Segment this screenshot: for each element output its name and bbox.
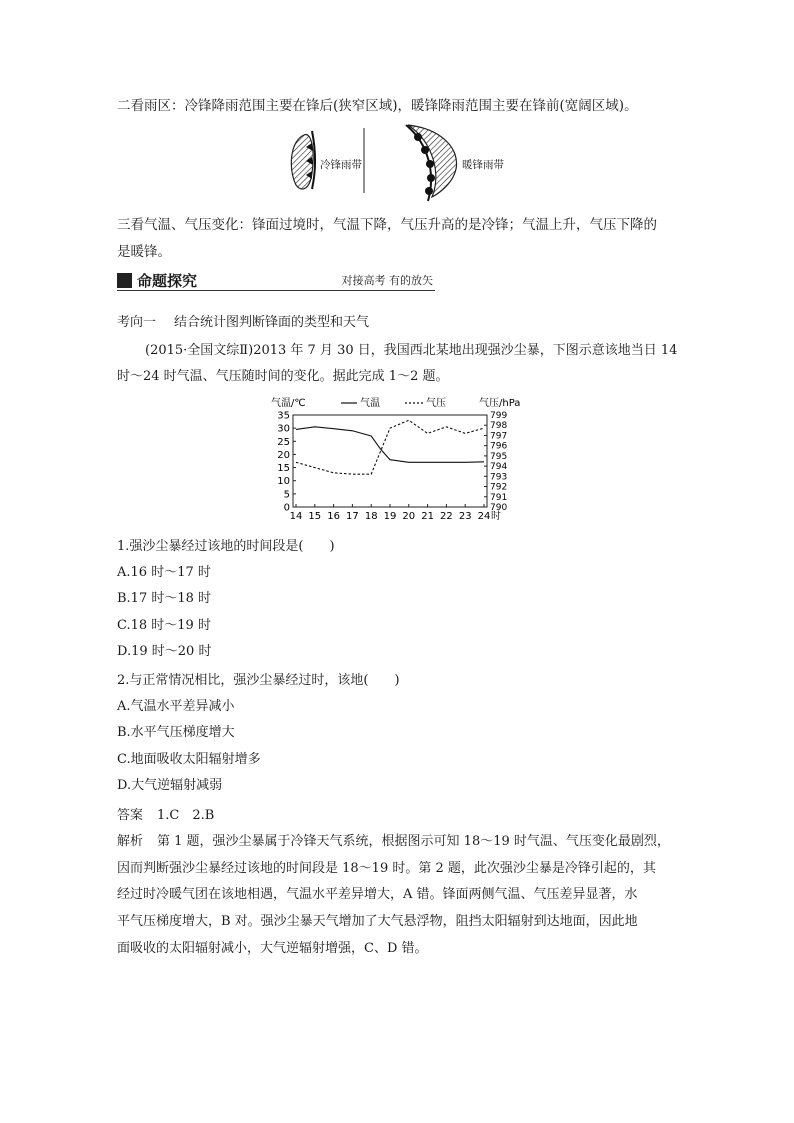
x-tick-label: 17 — [346, 511, 359, 522]
analysis-line-5: 面吸收的太阳辐射减小，大气逆辐射增强，C、D 错。 — [117, 941, 428, 956]
q1-option-d: D.19 时～20 时 — [117, 644, 212, 659]
y-left-tick-label: 35 — [277, 410, 290, 422]
analysis-label: 解析 — [117, 834, 144, 849]
q2-option-c: C.地面吸收太阳辐射增多 — [117, 752, 261, 767]
answer-label: 答案 — [117, 808, 144, 823]
y-right-tick-label: 796 — [490, 441, 508, 452]
q1-stem: 1.强沙尘暴经过该地的时间段是( ) — [117, 539, 335, 554]
cold-front-band — [291, 131, 315, 189]
q2-option-d: D.大气逆辐射减弱 — [117, 778, 223, 793]
answer-line — [117, 807, 214, 825]
chart-left-axis-label: 气温/℃ — [271, 398, 306, 409]
chart-grid — [293, 415, 487, 507]
y-left-tick-label: 5 — [283, 489, 290, 501]
chart-right-axis-label: 气压/hPa — [479, 398, 521, 409]
y-right-tick-label: 791 — [490, 492, 508, 503]
pressure-line — [296, 420, 484, 474]
warm-front-band — [406, 125, 457, 201]
analysis-line-1 — [117, 833, 670, 851]
q1-option-a: A.16 时～17 时 — [117, 565, 211, 580]
y-left-tick-label: 10 — [277, 476, 290, 488]
y-right-tick-label: 797 — [490, 431, 508, 442]
y-left-tick-label: 20 — [277, 449, 290, 461]
legend-pressure: 气压 — [426, 398, 446, 409]
analysis-text-1: 第 1 题，强沙尘暴属于冷锋天气系统，根据图示可知 18～19 时气温、气压变化最剧烈， — [157, 834, 670, 849]
x-tick-label: 21 — [421, 511, 434, 522]
temperature-pressure-chart — [265, 393, 530, 525]
direction-label: 考向一 — [117, 315, 157, 330]
analysis-line-4: 平气压梯度增大，B 对。强沙尘暴天气增加了大气悬浮物，阻挡太阳辐射到达地面，因此地 — [117, 914, 638, 929]
x-tick-label: 18 — [364, 511, 378, 522]
x-tick-label: 19 — [383, 511, 397, 522]
section-subtitle: 对接高考 有的放矢 — [341, 274, 433, 287]
y-left-tick-label: 25 — [277, 436, 290, 448]
direction-text: 结合统计图判断锋面的类型和天气 — [174, 315, 370, 330]
q2-option-a: A.气温水平差异减小 — [117, 699, 235, 714]
direction-heading — [117, 314, 369, 332]
section-square-icon — [117, 273, 132, 288]
q1-option-b: B.17 时～18 时 — [117, 591, 212, 606]
cold-front-label: 冷锋雨带 — [320, 159, 362, 171]
y-right-tick-label: 795 — [490, 451, 508, 462]
third-point-line-1: 三看气温、气压变化：锋面过境时，气温下降，气压升高的是冷锋；气温上升，气压下降的 — [117, 217, 657, 233]
chart-legend — [341, 397, 446, 409]
x-tick-label: 22 — [440, 511, 453, 522]
y-right-tick-label: 799 — [490, 411, 508, 421]
y-right-tick-label: 798 — [490, 421, 508, 432]
section-header — [117, 270, 435, 292]
answer-text: 1.C 2.B — [157, 808, 215, 823]
intro-line-1: 二看雨区：冷锋降雨范围主要在锋后(狭窄区域)，暖锋降雨范围主要在锋前(宽阔区域)。 — [117, 98, 638, 114]
y-left-tick-label: 30 — [277, 423, 290, 435]
front-rain-band-diagram — [282, 123, 512, 205]
x-tick-label: 14 — [289, 511, 303, 522]
analysis-line-3: 经过时冷暖气团在该地相遇，气温水平差异增大，A 错。锋面两侧气温、气压差异显著，水 — [117, 887, 638, 902]
y-left-tick-label: 15 — [277, 463, 290, 475]
x-tick-label: 23 — [458, 511, 472, 522]
question-intro-line-2: 时～24 时气温、气压随时间的变化。据此完成 1～2 题。 — [117, 369, 449, 384]
chart-plot-frame — [293, 415, 487, 507]
legend-temperature: 气温 — [360, 398, 380, 409]
warm-front-label: 暖锋雨带 — [462, 159, 504, 171]
y-right-tick-label: 793 — [490, 472, 508, 483]
x-tick-label: 24 — [477, 511, 491, 522]
chart-series — [296, 420, 484, 474]
q1-option-c: C.18 时～19 时 — [117, 618, 211, 633]
y-right-tick-label: 790 — [490, 503, 508, 513]
chart-x-axis-label: 时 — [491, 511, 501, 522]
temperature-line — [296, 427, 484, 462]
q2-option-b: B.水平气压梯度增大 — [117, 725, 235, 740]
x-tick-label: 15 — [308, 511, 322, 522]
y-right-tick-label: 792 — [490, 482, 508, 493]
section-title: 命题探究 — [137, 272, 198, 290]
x-tick-label: 16 — [327, 511, 340, 522]
section-rule — [117, 290, 435, 291]
y-left-tick-label: 0 — [283, 502, 290, 514]
y-right-tick-label: 794 — [490, 462, 508, 473]
q2-stem: 2.与正常情况相比，强沙尘暴经过时，该地( ) — [117, 673, 400, 688]
third-point-line-2: 是暖锋。 — [117, 244, 171, 260]
analysis-line-2: 因而判断强沙尘暴经过该地的时间段是 18～19 时。第 2 题，此次强沙尘暴是冷锋引起的，其 — [117, 861, 656, 876]
question-intro-line-1: (2015·全国文综Ⅱ)2013 年 7 月 30 日，我国西北某地出现强沙尘暴，下图示意该地当日 14 — [145, 343, 678, 358]
x-tick-label: 20 — [402, 511, 416, 522]
